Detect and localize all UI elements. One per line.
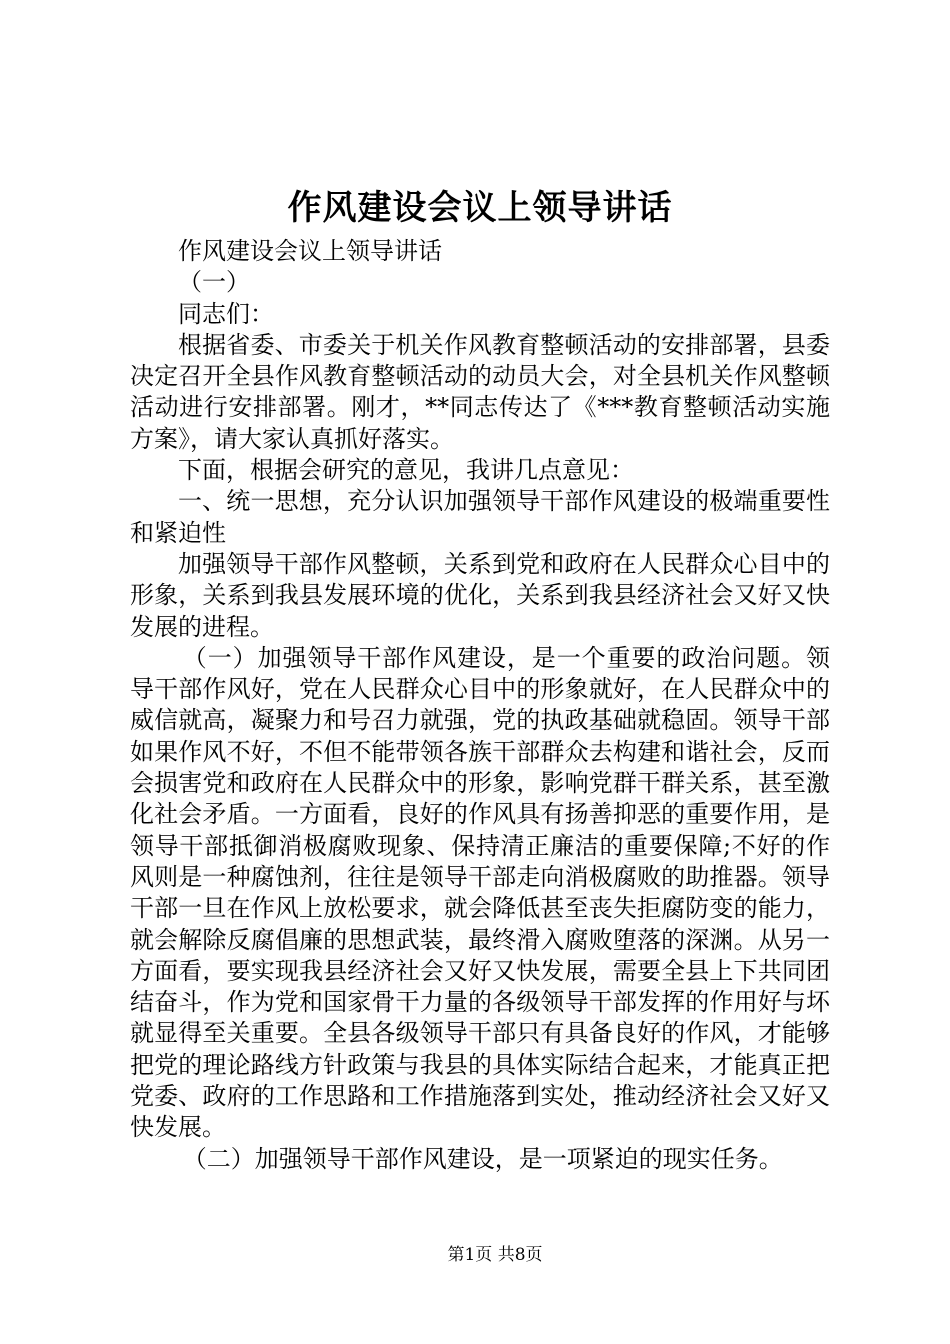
document-body xyxy=(130,236,830,1175)
body-paragraph: 加强领导干部作风整顿，关系到党和政府在人民群众心目中的形象，关系到我县发展环境的优化，关系到我县经济社会又好又快发展的进程。 xyxy=(130,549,830,641)
heading-paragraph: 一、统一思想，充分认识加强领导干部作风建设的极端重要性和紧迫性 xyxy=(130,487,830,547)
salutation-paragraph: 同志们： xyxy=(178,299,274,328)
document-title: 作风建设会议上领导讲话 xyxy=(287,188,673,228)
opinion-intro-paragraph: 下面，根据会研究的意见，我讲几点意见： xyxy=(178,456,634,485)
subtitle-paragraph: 作风建设会议上领导讲话 xyxy=(178,237,442,265)
point-two-paragraph: （二）加强领导干部作风建设，是一项紧迫的现实任务。 xyxy=(182,1144,783,1173)
page-indicator: 第1页 共8页 xyxy=(447,1245,543,1265)
point-one-paragraph: （一）加强领导干部作风建设，是一个重要的政治问题。领导干部作风好，党在人民群众心目中的形象就好，在人民群众中的威信就高，凝聚力和号召力就强，党的执政基础就稳固。领导干部如果作风不好，不但不能带领各族干部群众去构建和谐社会，反而会损害党和政府在人民群众中的形象，影响党群干群关系，甚至激化社会矛盾。一方面看，良好的作风具有扬善抑恶的重要作用，是领导干部抵御消极腐败现象、保持清正廉洁的重要保障;不好的作风则是一种腐蚀剂，往往是领导干部走向消极腐败的助推器。领导干部一旦在作风上放松要求，就会降低甚至丧失拒腐防变的能力，就会解除反腐倡廉的思想武装，最终滑入腐败堕落的深渊。从另一方面看，要实现我县经济社会又好又快发展，需要全县上下共同团结奋斗，作为党和国家骨干力量的各级领导干部发挥的作用好与坏就显得至关重要。全县各级领导干部只有具备良好的作风，才能够把党的理论路线方针政策与我县的具体实际结合起来，才能真正把党委、政府的工作思路和工作措施落到实处，推动经济社会又好又快发展。 xyxy=(130,643,830,1142)
intro-paragraph: 根据省委、市委关于机关作风教育整顿活动的安排部署，县委决定召开全县作风教育整顿活动的动员大会，对全县机关作风整顿活动进行安排部署。刚才，**同志传达了《***教育整顿活动实施方案》，请大家认真抓好落实。 xyxy=(130,330,830,453)
section-number-paragraph: （一） xyxy=(178,268,250,297)
